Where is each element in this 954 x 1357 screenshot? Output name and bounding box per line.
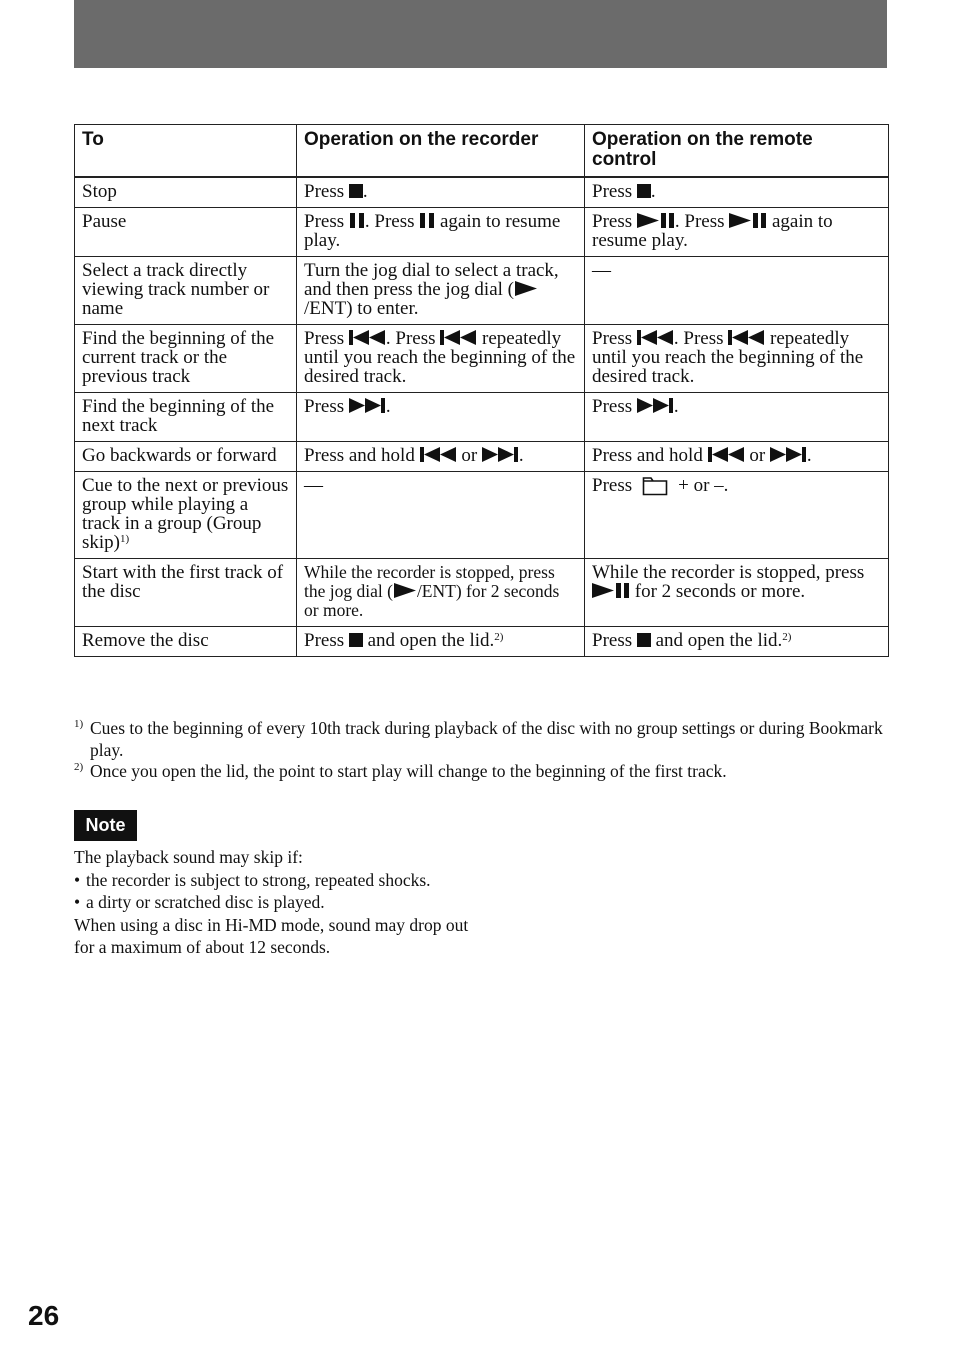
footnote-mark: 1) bbox=[74, 718, 84, 730]
pause-icon bbox=[419, 213, 435, 228]
pause-icon bbox=[349, 213, 365, 228]
table-row bbox=[75, 442, 889, 472]
note-bullet bbox=[74, 891, 474, 914]
cell-recorder bbox=[297, 559, 585, 627]
cell-remote bbox=[585, 257, 889, 325]
cell-text: again to resume play. bbox=[304, 211, 561, 251]
cell-to bbox=[75, 472, 297, 559]
prev-icon bbox=[440, 330, 477, 345]
cell-text: Press bbox=[592, 328, 637, 349]
stop-icon bbox=[349, 184, 363, 198]
cell-text: Pause bbox=[82, 211, 127, 232]
note-bullet-text: the recorder is subject to strong, repeated shocks. bbox=[86, 869, 431, 890]
note-bullet bbox=[74, 869, 474, 892]
cell-text: Press and hold bbox=[304, 445, 420, 466]
table-row bbox=[75, 393, 889, 442]
cell-remote bbox=[585, 627, 889, 657]
cell-remote bbox=[585, 325, 889, 393]
footnote-ref: 1) bbox=[120, 533, 130, 545]
section-header-bar bbox=[74, 0, 887, 68]
play-icon bbox=[393, 583, 417, 598]
column-header-recorder: Operation on the recorder bbox=[297, 125, 585, 178]
cell-recorder bbox=[297, 472, 585, 559]
prev-icon bbox=[637, 330, 674, 345]
next-icon bbox=[637, 398, 674, 413]
cell-text: Press bbox=[592, 475, 633, 496]
cell-text: Turn the jog dial to select a track, and then press the jog dial ( bbox=[304, 260, 559, 300]
note-body bbox=[74, 846, 474, 959]
prev-icon bbox=[728, 330, 765, 345]
note-intro: The playback sound may skip if: bbox=[74, 847, 303, 867]
footnote-text: Once you open the lid, the point to start play will change to the beginning of the first track. bbox=[90, 761, 727, 781]
note-bullet-text: a dirty or scratched disc is played. bbox=[86, 892, 325, 912]
page-number: 26 bbox=[28, 1300, 60, 1331]
table-row bbox=[75, 208, 889, 257]
cell-text: While the recorder is stopped, press bbox=[592, 562, 865, 583]
footnote-ref: 2) bbox=[782, 631, 792, 643]
cell-text: . bbox=[385, 396, 391, 417]
cell-text: . bbox=[518, 445, 524, 466]
stop-icon bbox=[637, 184, 651, 198]
bullet-dot: • bbox=[74, 892, 81, 912]
cell-text: and open the lid. bbox=[650, 630, 783, 651]
cell-text: . bbox=[650, 181, 656, 202]
cell-text: + or –. bbox=[678, 475, 729, 496]
next-icon bbox=[770, 447, 807, 462]
bullet-dot: • bbox=[74, 869, 81, 890]
cell-remote bbox=[585, 559, 889, 627]
table-row bbox=[75, 627, 889, 657]
cell-text: for 2 seconds or more. bbox=[630, 581, 806, 602]
cell-remote bbox=[585, 472, 889, 559]
cell-text: Press bbox=[304, 396, 349, 417]
cell-text: Press bbox=[592, 211, 637, 232]
footnote-ref: 2) bbox=[494, 631, 504, 643]
cell-text: repeatedly until you reach the beginning of the desired track. bbox=[304, 328, 576, 387]
cell-text: Press bbox=[592, 181, 637, 202]
table-row bbox=[75, 257, 889, 325]
prev-icon bbox=[420, 447, 457, 462]
cell-recorder bbox=[297, 257, 585, 325]
cell-remote bbox=[585, 208, 889, 257]
table-row bbox=[75, 559, 889, 627]
column-header-to: To bbox=[75, 125, 297, 178]
cell-text: . bbox=[673, 396, 679, 417]
footnote-text: Cues to the beginning of every 10th track during playback of the disc with no group settings or during Bookmark play. bbox=[90, 718, 883, 760]
play-icon bbox=[514, 281, 538, 296]
cell-recorder bbox=[297, 393, 585, 442]
cell-recorder bbox=[297, 177, 585, 208]
prev-icon bbox=[708, 447, 745, 462]
cell-to bbox=[75, 257, 297, 325]
cell-to bbox=[75, 559, 297, 627]
cell-text: /ENT) to enter. bbox=[304, 298, 419, 319]
cell-text: and open the lid. bbox=[362, 630, 495, 651]
playpause-icon bbox=[592, 583, 630, 598]
table-header-row bbox=[75, 125, 889, 178]
cell-text: . bbox=[362, 181, 368, 202]
cell-remote bbox=[585, 393, 889, 442]
cell-recorder bbox=[297, 325, 585, 393]
cell-text: — bbox=[592, 260, 611, 281]
cell-text: Stop bbox=[82, 181, 117, 202]
prev-icon bbox=[349, 330, 386, 345]
cell-text: . bbox=[806, 445, 812, 466]
cell-recorder bbox=[297, 627, 585, 657]
note-outro: When using a disc in Hi-MD mode, sound may drop out for a maximum of about 12 seconds. bbox=[74, 914, 469, 957]
cell-text: While the recorder is stopped, press the jog dial ( bbox=[304, 562, 555, 601]
cell-text: Find the beginning of the next track bbox=[82, 396, 275, 436]
footnote-1 bbox=[74, 718, 894, 761]
cell-remote bbox=[585, 442, 889, 472]
cell-to bbox=[75, 208, 297, 257]
cell-text: again to resume play. bbox=[592, 211, 833, 251]
folder-icon bbox=[642, 476, 668, 496]
cell-text: repeatedly until you reach the beginning of the desired track. bbox=[592, 328, 864, 387]
cell-text: Select a track directly viewing track number or name bbox=[82, 260, 270, 319]
cell-text: Remove the disc bbox=[82, 630, 209, 651]
cell-text: Cue to the next or previous group while playing a track in a group (Group skip) bbox=[82, 475, 289, 553]
table-row bbox=[75, 325, 889, 393]
playpause-icon bbox=[729, 213, 767, 228]
playpause-icon bbox=[637, 213, 675, 228]
column-header-remote: Operation on the remote control bbox=[585, 125, 889, 178]
cell-to bbox=[75, 393, 297, 442]
cell-text: . Press bbox=[364, 211, 420, 232]
footnote-2 bbox=[74, 761, 894, 783]
table-row bbox=[75, 472, 889, 559]
stop-icon bbox=[349, 633, 363, 647]
cell-text: /ENT) for 2 seconds or more. bbox=[304, 581, 560, 620]
cell-text: Press bbox=[592, 630, 637, 651]
cell-text: Press bbox=[304, 181, 349, 202]
cell-text: Press bbox=[304, 211, 349, 232]
cell-to bbox=[75, 177, 297, 208]
cell-text: Press bbox=[592, 396, 637, 417]
cell-text: Go backwards or forward bbox=[82, 445, 277, 466]
cell-text: Find the beginning of the current track or the previous track bbox=[82, 328, 275, 387]
cell-text: . Press bbox=[385, 328, 441, 349]
cell-text: Press bbox=[304, 630, 349, 651]
cell-text: Start with the first track of the disc bbox=[82, 562, 284, 602]
next-icon bbox=[349, 398, 386, 413]
cell-text: Press and hold bbox=[592, 445, 708, 466]
cell-text: . Press bbox=[674, 211, 730, 232]
cell-text: . Press bbox=[673, 328, 729, 349]
footnote-mark: 2) bbox=[74, 761, 84, 773]
cell-to bbox=[75, 627, 297, 657]
next-icon bbox=[482, 447, 519, 462]
stop-icon bbox=[637, 633, 651, 647]
cell-recorder bbox=[297, 208, 585, 257]
footnotes bbox=[74, 718, 894, 783]
note-badge: Note bbox=[74, 810, 137, 841]
cell-recorder bbox=[297, 442, 585, 472]
operations-table bbox=[74, 124, 889, 657]
cell-remote bbox=[585, 177, 889, 208]
table-row bbox=[75, 177, 889, 208]
cell-to bbox=[75, 325, 297, 393]
cell-text: or bbox=[456, 445, 482, 466]
cell-to bbox=[75, 442, 297, 472]
cell-text: — bbox=[304, 475, 323, 496]
cell-text: or bbox=[744, 445, 770, 466]
cell-text: Press bbox=[304, 328, 349, 349]
